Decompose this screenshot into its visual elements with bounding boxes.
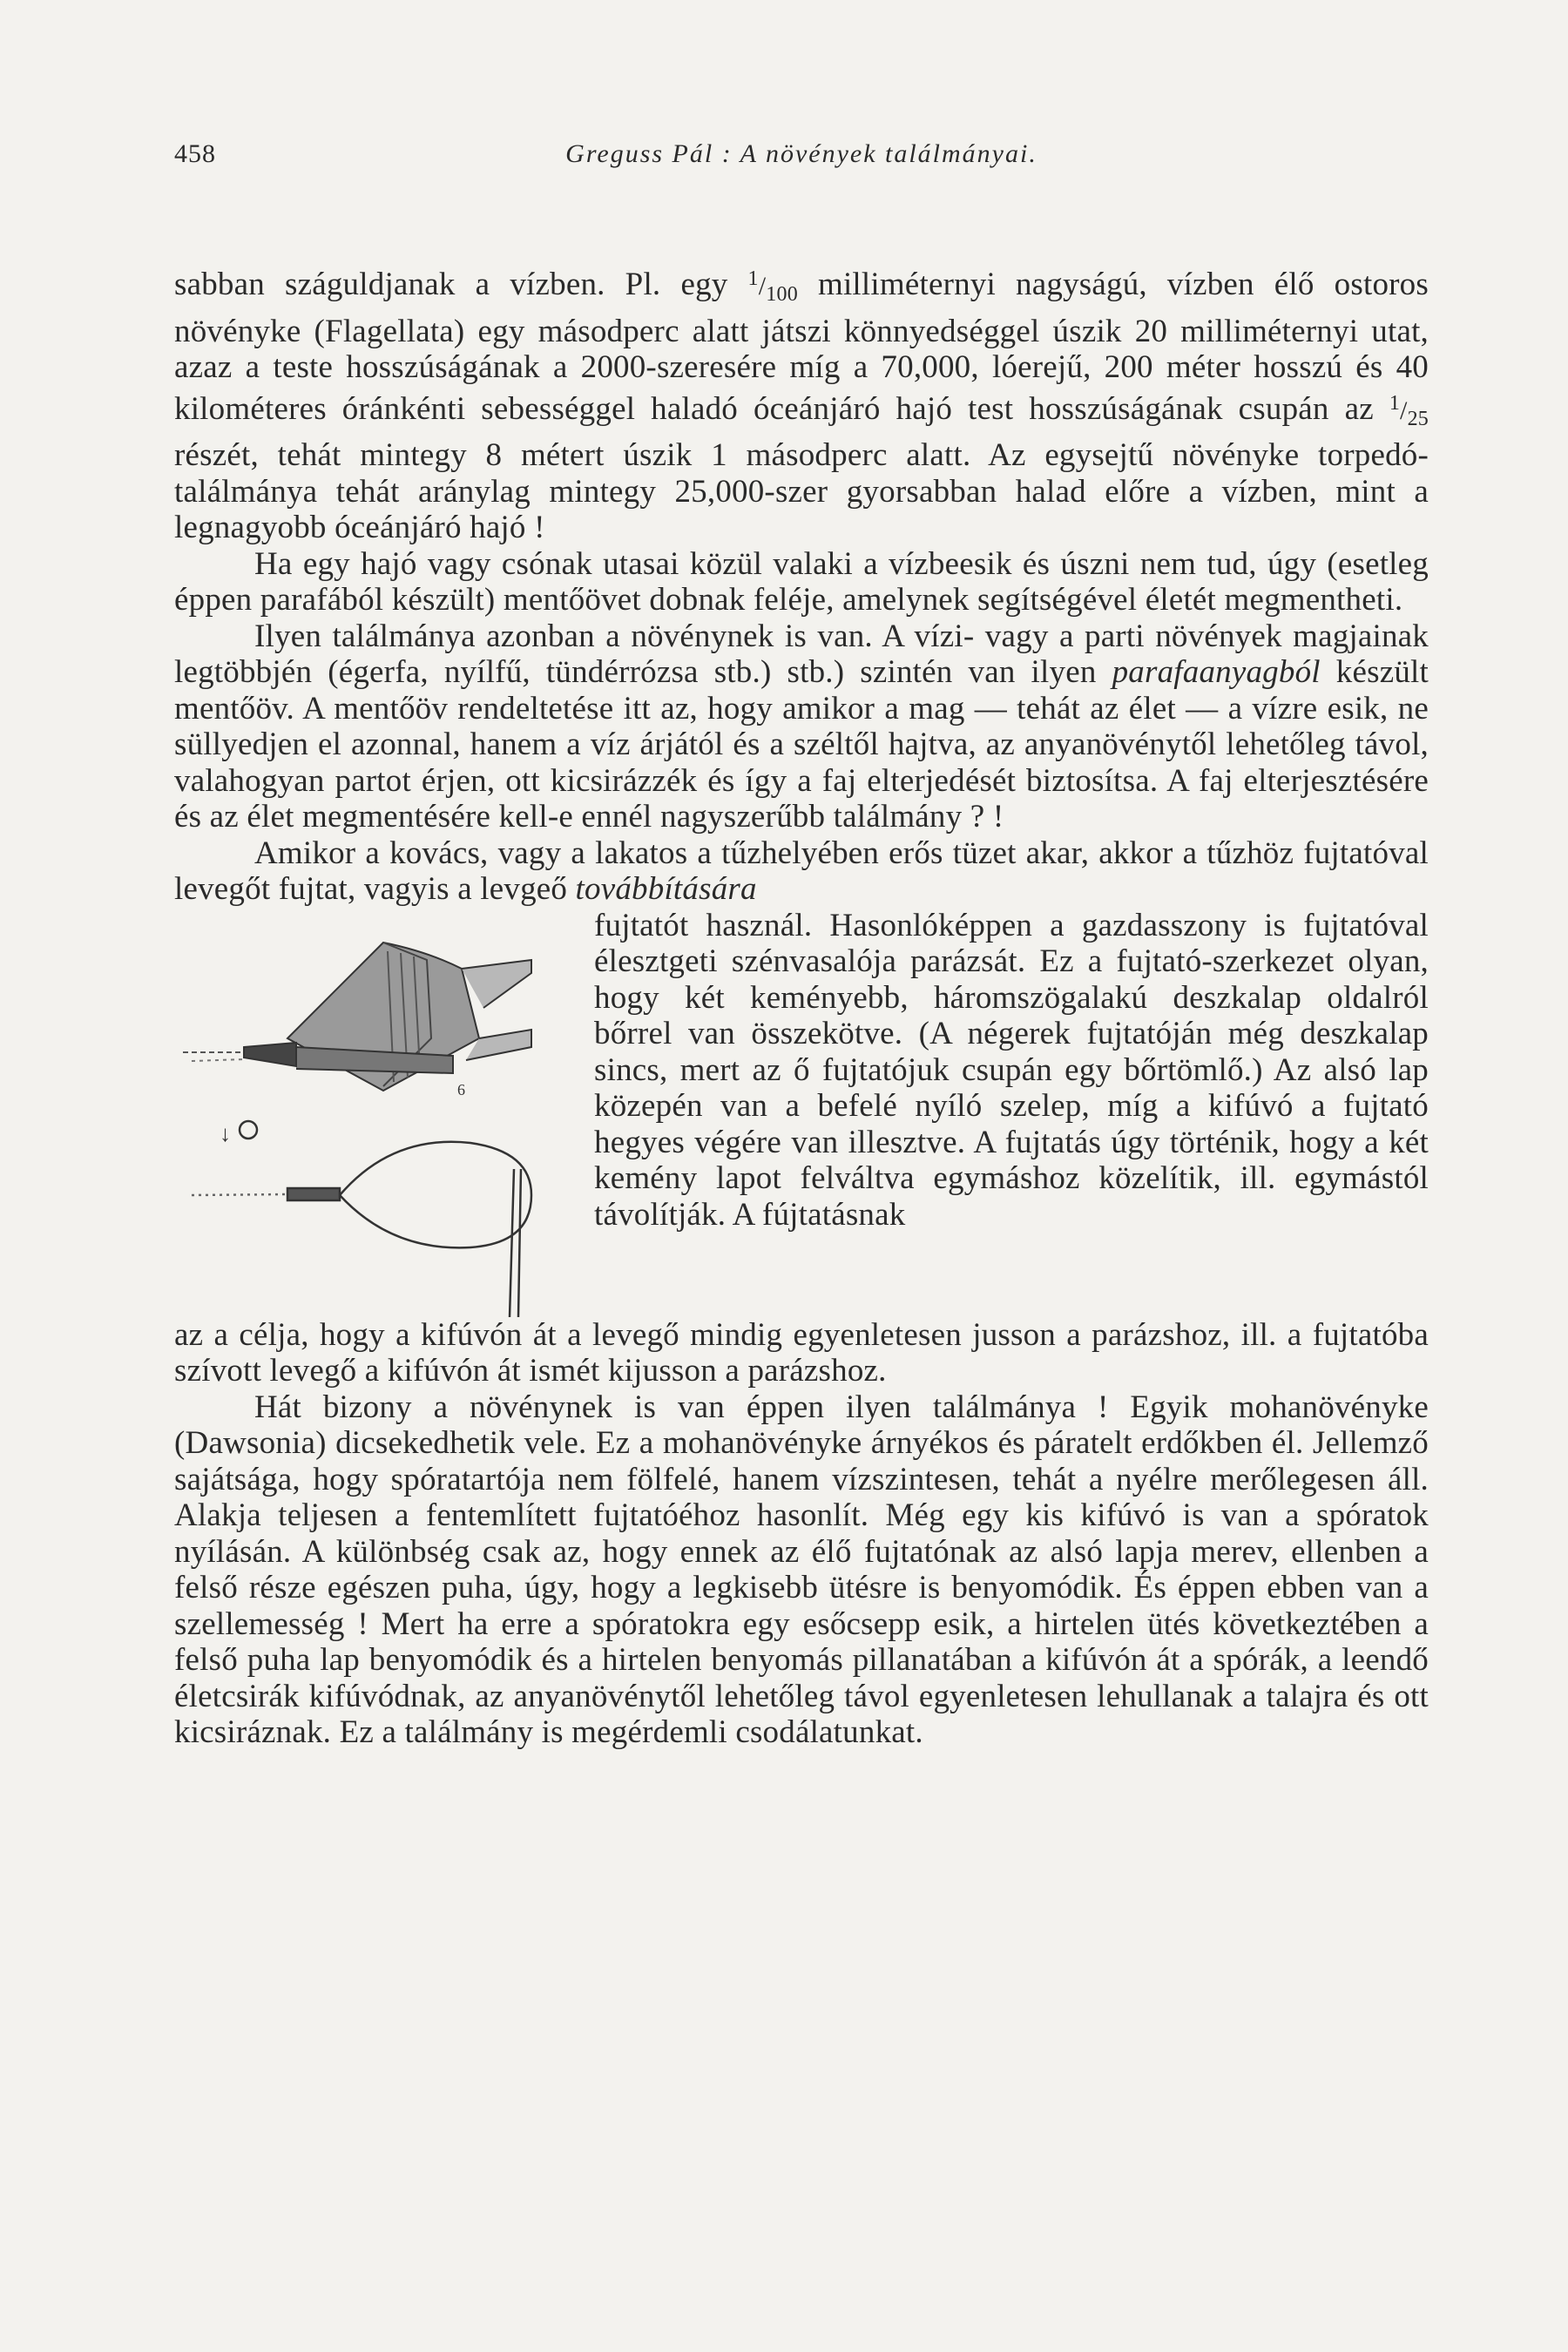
- bellows-illustration: [174, 908, 584, 1317]
- figure-label-upper: 6: [457, 1080, 466, 1098]
- bellows-lower-drawing: [192, 1121, 531, 1317]
- bellows-drawing: [174, 908, 584, 1317]
- paragraph-1-text-a: sabban száguldjanak a vízben. Pl. egy: [174, 267, 748, 302]
- paragraph-1: [174, 261, 1429, 546]
- paragraph-3-text-a: Ilyen találmánya azonban a növénynek is van. A vízi- vagy a parti növények magjainak legtöbbjén (égerfa, nyílfű, tündérrózsa stb.) stb.) szintén van ilyen: [174, 618, 1429, 690]
- fraction-denominator: 25: [1407, 407, 1429, 430]
- running-title: Greguss Pál : A növények találmányai.: [565, 139, 1037, 168]
- fraction-one-twentyfifth: $^1/_{25}$: [1389, 391, 1429, 430]
- paragraph-3-text-b: készült mentőöv. A mentőöv rendeltetése itt az, hogy amikor a mag — tehát az élet — a vízre esik, ne süllyedjen el azonnal, hanem a víz árjától és a széltől hajtva, az anyanövénytől lehetőleg távol, valahogyan partot érjen, ott kicsirázzék és így a faj elterjedését biztosítsa. A faj elterjesztésére és az élet megmentésére kell-e ennél nagyszerűbb találmány ? !: [174, 654, 1429, 835]
- figure-label-lower: ↓: [220, 1120, 232, 1146]
- paragraph-4-intro: [174, 835, 1429, 908]
- paragraph-4-continuation: az a célja, hogy a kifúvón át a levegő mindig egyenletesen jusson a parázshoz, ill. a fujtatóba szívott levegő a kifúvón át ismét kijusson a parázshoz.: [174, 1316, 1429, 1389]
- paragraph-1-text-c: részét, tehát mintegy 8 métert úszik 1 másodperc alatt. Az egysejtű növényke torpedó-találmánya tehát aránylag mintegy 25,000-szer gyorsabban halad előre a vízben, mint a legnagyobb óceánjáró hajó !: [174, 437, 1429, 545]
- paragraph-4-wrapped-text: fujtatót használ. Hasonlóképpen a gazdasszony is fujtatóval élesztgeti szénvasalója parázsát. Ez a fujtató-szerkezet olyan, hogy két keményebb, háromszögalakú deszkalap oldalról bőrrel van összekötve. (A négerek fujtatóján még deszkalap sincs, mert az ő fujtatójuk csupán egy bőrtömlő.) Az alsó lap közepén van a befelé nyíló szelep, míg a kifúvó a fujtató hegyes végére van illesztve. A fujtatás úgy történik, hogy a két kemény lapot felváltva egymáshoz közelítik, ill. egymástól távolítják. A fújtatásnak: [594, 907, 1429, 1233]
- page-number: 458: [174, 139, 216, 168]
- paragraph-3-italic: parafaanyagból: [1112, 654, 1321, 690]
- paragraph-4-text-a: Amikor a kovács, vagy a lakatos a tűzhelyében erős tüzet akar, akkor a tűzhöz fujtatóval levegőt fujtat, vagyis a levgeő: [174, 835, 1429, 907]
- figure-wrap-block: [174, 908, 1429, 1317]
- paragraph-5: Hát bizony a növénynek is van éppen ilyen találmánya ! Egyik mohanövényke (Dawsonia) dicsekedhetik vele. Ez a mohanövényke árnyékos és páratelt erdőkben él. Jellemző sajátsága, hogy spóratartója nem fölfelé, hanem vízszintesen, tehát a nyélre merőlegesen áll. Alakja teljesen a fentemlített fujtatóéhoz hasonlít. Még egy kis kifúvó is van a spóratok nyílásán. A különbség csak az, hogy ennek az élő fujtatónak az alsó lapja merev, ellenben a felső része egészen puha, úgy, hogy a legkisebb ütésre is benyomódik. És éppen ebben van a szellemesség ! Mert ha erre a spóratokra egy esőcsepp esik, a hirtelen ütés következtében a felső puha lap benyomódik és a hirtelen benyomás pillanatában a kifúvón át a spórák, a leendő életcsirák kifúvódnak, az anyanövénytől lehetőleg távol egyenletesen lehullanak a talajra és ott kicsiráznak. Ez a találmány is megérdemli csodálatunkat.: [174, 1389, 1429, 1750]
- paragraph-2: Ha egy hajó vagy csónak utasai közül valaki a vízbeesik és úszni nem tud, úgy (esetleg éppen parafából készült) mentőövet dobnak feléje, amelynek segítségével életét megmentheti.: [174, 545, 1429, 618]
- fraction-numerator: 1: [747, 267, 759, 290]
- fraction-numerator: 1: [1389, 391, 1401, 415]
- paragraph-3: [174, 618, 1429, 835]
- body-text: [174, 261, 1429, 1751]
- fraction-denominator: 100: [766, 283, 798, 306]
- bellows-upper-drawing: [183, 943, 531, 1091]
- fraction-one-hundredth: $^1/_{100}$: [747, 267, 798, 306]
- paragraph-1-text-b: milliméternyi nagyságú, vízben élő ostoros növényke (Flagellata) egy másodperc alatt játszi könnyedséggel úszik 20 milliméternyi utat, azaz a teste hosszúságának a 2000-szeresére míg a 70,000, lóerejű, 200 méter hosszú és 40 kilométeres óránkénti sebességgel haladó óceánjáró hajó test hosszúságának csupán az: [174, 267, 1429, 427]
- paragraph-4-italic: továbbítására: [575, 871, 757, 907]
